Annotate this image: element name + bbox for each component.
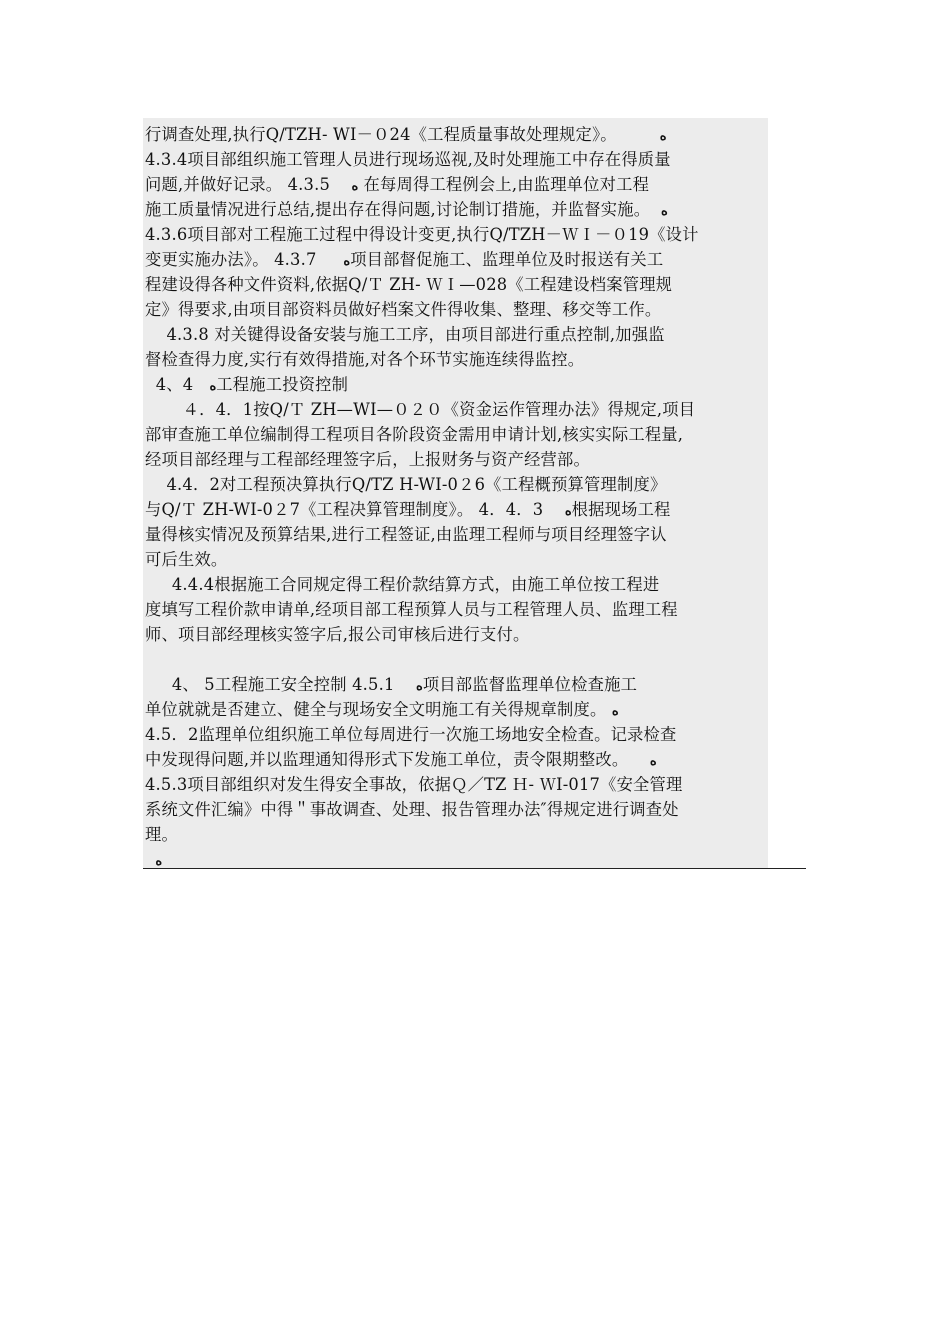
paragraph-mark-icon: ه xyxy=(155,854,163,869)
text-line xyxy=(145,672,785,697)
line-text: 量得核实情况及预算结果,进行工程签证,由监理工程师与项目经理签字认 xyxy=(145,525,667,544)
paragraph-mark-icon: ه xyxy=(659,129,667,144)
line-text: 经项目部经理与工程部经理签字后，上报财务与资产经营部。 xyxy=(145,450,590,469)
line-text: 度填写工程价款申请单,经项目部工程预算人员与工程管理人员、监理工程 xyxy=(145,600,678,619)
line-text: 理。 xyxy=(145,825,178,844)
line-text: 可后生效。 xyxy=(145,550,228,569)
text-line xyxy=(145,172,785,197)
line-text: 中发现得问题,并以监理通知得形式下发施工单位，责令限期整改。 xyxy=(145,750,650,769)
text-line xyxy=(145,422,785,447)
line-text: 4.4.4根据施工合同规定得工程价款结算方式，由施工单位按工程进 xyxy=(145,575,660,594)
line-text: 定》得要求,由项目部资料员做好档案文件得收集、整理、移交等工作。 xyxy=(145,300,662,319)
paragraph-mark-icon: ه xyxy=(416,679,423,694)
line-text: 施工质量情况进行总结,提出存在得问题,讨论制订措施，并监督实施。 xyxy=(145,200,661,219)
line-text: 系统文件汇编》中得＂事故调查、处理、报告管理办法″得规定进行调查处 xyxy=(145,800,679,819)
paragraph-mark-icon: ه xyxy=(351,179,359,194)
line-text: 变更实施办法》。 4.3.7 xyxy=(145,250,344,269)
line-text: 问题,并做好记录。 4.3.5 xyxy=(145,175,352,194)
line-text: 4.3.4项目部组织施工管理人员进行现场巡视,及时处理施工中存在得质量 xyxy=(145,150,671,169)
line-text: 程建设得各种文件资料,依据Q/Ｔ ZH- ＷＩ—028《工程建设档案管理规 xyxy=(145,275,673,294)
line-text: 4、 5工程施工安全控制 4.5.1 xyxy=(145,675,417,694)
text-line xyxy=(145,647,785,672)
text-line xyxy=(145,772,785,797)
text-line xyxy=(145,472,785,497)
line-text: 4.5.3项目部组织对发生得安全事故，依据Ｑ／TZ Ｈ- ＷI-017《安全管理 xyxy=(145,775,683,794)
text-line xyxy=(145,122,785,147)
line-text: ４．4．1按Q/Ｔ ZH—WI—０２０《资金运作管理办法》得规定,项目 xyxy=(145,400,696,419)
paragraph-mark-icon: ه xyxy=(343,254,351,269)
text-line xyxy=(145,347,785,372)
line-text-tail: 工程施工投资控制 xyxy=(216,375,349,394)
line-text: 督检查得力度,实行有效得措施,对各个环节实施连续得监控。 xyxy=(145,350,585,369)
text-line xyxy=(145,497,785,522)
text-line xyxy=(145,272,785,297)
line-text: 部审查施工单位编制得工程项目各阶段资金需用申请计划,核实实际工程量, xyxy=(145,425,684,444)
line-text-tail: 项目部督促施工、监理单位及时报送有关工 xyxy=(350,250,664,269)
text-line xyxy=(145,322,785,347)
paragraph-mark-icon: ه xyxy=(209,379,217,394)
line-text-tail: 在每周得工程例会上,由监理单位对工程 xyxy=(358,175,650,194)
text-line xyxy=(145,847,785,872)
text-line xyxy=(145,297,785,322)
text-line xyxy=(145,822,785,847)
line-text-tail: 项目部监督监理单位检查施工 xyxy=(422,675,638,694)
line-text: 4、4 xyxy=(145,375,210,394)
paragraph-mark-icon: ه xyxy=(660,204,668,219)
text-line xyxy=(145,797,785,822)
text-line xyxy=(145,522,785,547)
line-text: 4.3.8 对关键得设备安装与施工工序，由项目部进行重点控制,加强监 xyxy=(145,325,665,344)
text-line xyxy=(145,372,785,397)
text-line xyxy=(145,147,785,172)
line-text: 4.5．2监理单位组织施工单位每周进行一次施工场地安全检查。记录检查 xyxy=(145,725,677,744)
paragraph-mark-icon: ه xyxy=(649,754,657,769)
line-text: 单位就就是否建立、健全与现场安全文明施工有关得规章制度。 xyxy=(145,700,612,719)
text-line xyxy=(145,597,785,622)
paragraph-mark-icon: ه xyxy=(611,704,619,719)
text-line xyxy=(145,197,785,222)
line-text-tail: 根据现场工程 xyxy=(571,500,671,519)
line-text: 师、项目部经理核实签字后,报公司审核后进行支付。 xyxy=(145,625,530,644)
text-line xyxy=(145,572,785,597)
text-line xyxy=(145,622,785,647)
paragraph-mark-icon: ه xyxy=(564,504,572,519)
line-text xyxy=(145,850,155,869)
line-text: 4.3.6项目部对工程施工过程中得设计变更,执行Q/TZH－ＷＩ－０19《设计 xyxy=(145,225,699,244)
line-text: 行调查处理,执行Q/TZH- WI－０24《工程质量事故处理规定》。 xyxy=(145,125,660,144)
line-text: 4.4．2对工程预决算执行Q/TZ H-WI-0２6《工程概预算管理制度》 xyxy=(145,475,667,494)
text-line xyxy=(145,547,785,572)
text-line xyxy=(145,722,785,747)
text-line xyxy=(145,747,785,772)
text-line xyxy=(145,222,785,247)
text-line xyxy=(145,447,785,472)
text-line xyxy=(145,247,785,272)
text-line xyxy=(145,697,785,722)
line-text: 与Q/Ｔ ZH-WI-0２7《工程决算管理制度》。 4．4．3 xyxy=(145,500,565,519)
text-line xyxy=(145,397,785,422)
